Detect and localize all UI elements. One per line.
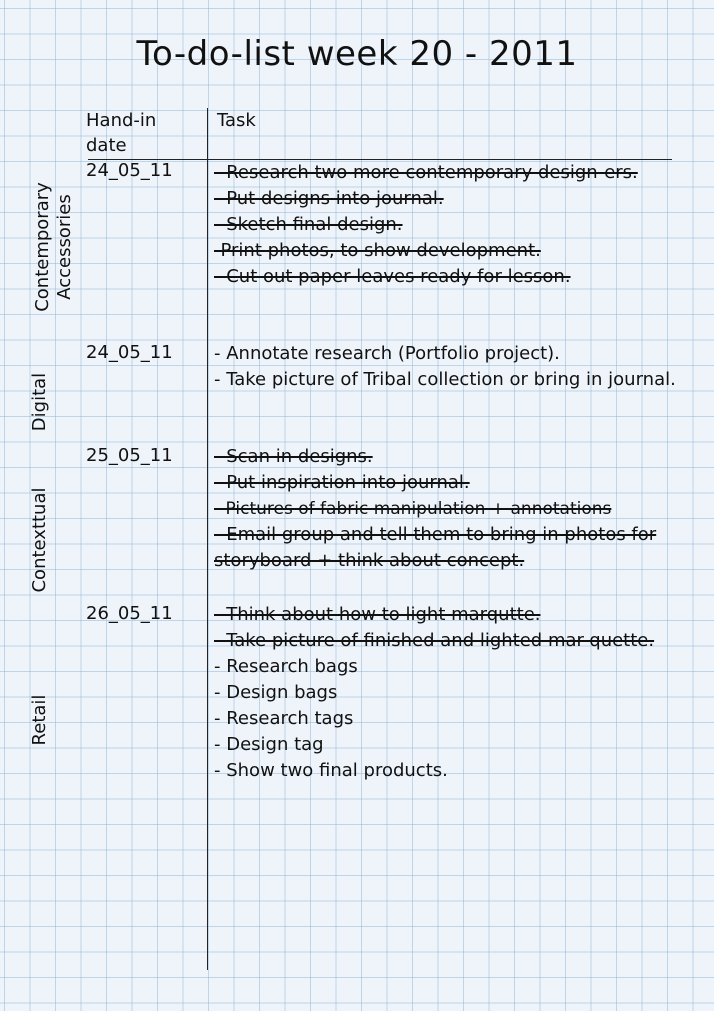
category-retail: Retail [29, 694, 50, 746]
task-item: - Research two more contemporary design-ers. [214, 162, 638, 183]
task-item: - Sketch final design. [214, 214, 403, 235]
hand-in-date: 24_05_11 [86, 160, 173, 181]
task-list-contemporary-accessories [214, 160, 684, 290]
task-list-digital [214, 341, 684, 393]
task-item: - Pictures of fabric manipulation + annotations [214, 499, 612, 519]
category-contemporary-accessories: Contemporary Accessories [32, 182, 75, 312]
task-item: - Scan in designs. [214, 446, 373, 467]
task-list-retail [214, 602, 684, 784]
task-item: - Show two final products. [214, 760, 448, 781]
page-title: To-do-list week 20 - 2011 [136, 34, 578, 74]
task-list-contexttual [214, 444, 684, 574]
hand-in-date: 26_05_11 [86, 603, 173, 624]
task-item: - Take picture of finished and lighted mar-quette. [214, 630, 655, 651]
task-item: - Design bags [214, 682, 338, 703]
task-header: Task [217, 110, 256, 131]
task-item: - Think about how to light marqutte. [214, 604, 541, 625]
task-item: - Take picture of Tribal collection or bring in journal. [214, 369, 676, 390]
column-divider [207, 108, 208, 970]
task-item: - Design tag [214, 734, 324, 755]
task-item: - Put inspiration into journal. [214, 472, 470, 493]
task-item: - Research bags [214, 656, 358, 677]
hand-in-date: 25_05_11 [86, 445, 173, 466]
category-contexttual: Contexttual [29, 487, 50, 593]
task-item: -Print photos, to show development. [214, 240, 541, 261]
task-item: - Put designs into journal. [214, 188, 444, 209]
hand-in-date: 24_05_11 [86, 342, 173, 363]
task-item: - Email group and tell them to bring in photos for storyboard + think about concept. [214, 524, 657, 571]
task-item: - Research tags [214, 708, 354, 729]
task-item: - Annotate research (Portfolio project). [214, 343, 560, 364]
hand-in-date-header: Hand-in date [86, 110, 157, 156]
category-digital: Digital [29, 372, 50, 432]
task-item: - Cut out paper leaves ready for lesson. [214, 266, 571, 287]
